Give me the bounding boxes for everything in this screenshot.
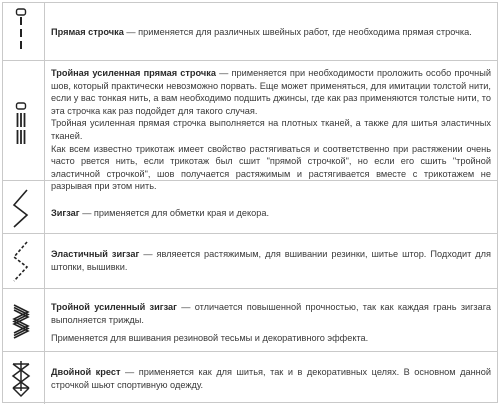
straight-stitch-icon	[3, 3, 45, 60]
zigzag-stitch-icon	[3, 181, 45, 234]
triple-zigzag-stitch-icon	[3, 289, 45, 352]
stitch-row-triple-zigzag	[3, 288, 497, 351]
double-cross-stitch-icon	[3, 352, 45, 405]
stitch-paragraph	[51, 248, 491, 273]
stitch-text: — отличается повышенной прочностью, так как каждая грань зигзага выполняется трижды.	[51, 302, 491, 325]
stitch-row-zigzag	[3, 180, 497, 233]
stitch-icon-cell	[3, 289, 45, 351]
stitch-title: Эластичный зигзаг	[51, 249, 140, 259]
stitch-paragraph	[51, 301, 491, 326]
stitch-title: Зигзаг	[51, 208, 80, 218]
stitch-paragraph	[51, 67, 491, 117]
stitch-paragraph: Применяется для вшивания резиновой тесьмы и декоративного эффекта.	[51, 333, 369, 344]
stitch-paragraph	[51, 366, 491, 391]
stitch-icon-cell	[3, 352, 45, 404]
stitch-paragraph	[51, 207, 491, 220]
stitch-description	[51, 366, 491, 391]
stitch-icon-cell	[3, 3, 45, 60]
stitch-icon-cell	[3, 181, 45, 233]
stitch-title: Прямая строчка	[51, 27, 124, 37]
stitch-title: Тройная усиленная прямая строчка	[51, 68, 216, 78]
stitch-description	[51, 67, 491, 193]
stitch-paragraph: Как всем известно трикотаж имеет свойство растягиваться и соответственно при растяжении очень часто рвется нить, если трикотаж был сшит "прямой строчкой", но если его сшить "тройной эластичной строчкой", шов получается растяжимым и растягивается вместе с трикотажем не разрывая при этом нить.	[51, 143, 491, 192]
stitch-title: Тройной усиленный зигзаг	[51, 302, 177, 312]
stitch-text: — применяется для различных швейных работ, где необходима прямая строчка.	[126, 27, 472, 37]
stitch-text: — применяется для обметки края и декора.	[82, 208, 270, 218]
stitch-description	[51, 207, 491, 220]
stitch-icon-cell	[3, 61, 45, 180]
stitch-paragraph: Тройная усиленная прямая строчка выполняется на плотных тканей, а также для шитья эластичных тканей.	[51, 118, 491, 141]
stitch-table	[2, 2, 498, 403]
stitch-description	[51, 248, 491, 273]
stitch-text: — применяется как для шитья, так и в декоративных целях. В основном данной строчкой шьют спортивную одежду.	[51, 367, 491, 390]
stitch-row-straight	[3, 3, 497, 60]
stitch-row-triple-straight	[3, 60, 497, 192]
triple-straight-stitch-icon	[3, 61, 45, 181]
stitch-icon-cell	[3, 234, 45, 288]
stitch-row-elastic-zigzag	[3, 233, 497, 288]
stitch-row-double-cross	[3, 351, 497, 404]
stitch-description	[51, 26, 491, 39]
stitch-text: — являеется растяжимым, для вшивании резинки, шитье штор. Подходит для штопки, вышивки.	[51, 249, 491, 272]
stitch-paragraph	[51, 26, 491, 39]
stitch-title: Двойной крест	[51, 367, 121, 377]
elastic-zigzag-stitch-icon	[3, 234, 45, 289]
stitch-text: — применяется при необходимости проложить особо прочный шов, который практически невозможно порвать. Еще может применяться, для имитации толстой нити, если у вас тонкая нить, а вам необходимо подшить джинсы, где как раз применяются толстые нити, то эта строчка как раз подойдет для такого случая.	[51, 68, 491, 116]
stitch-description	[51, 301, 491, 345]
